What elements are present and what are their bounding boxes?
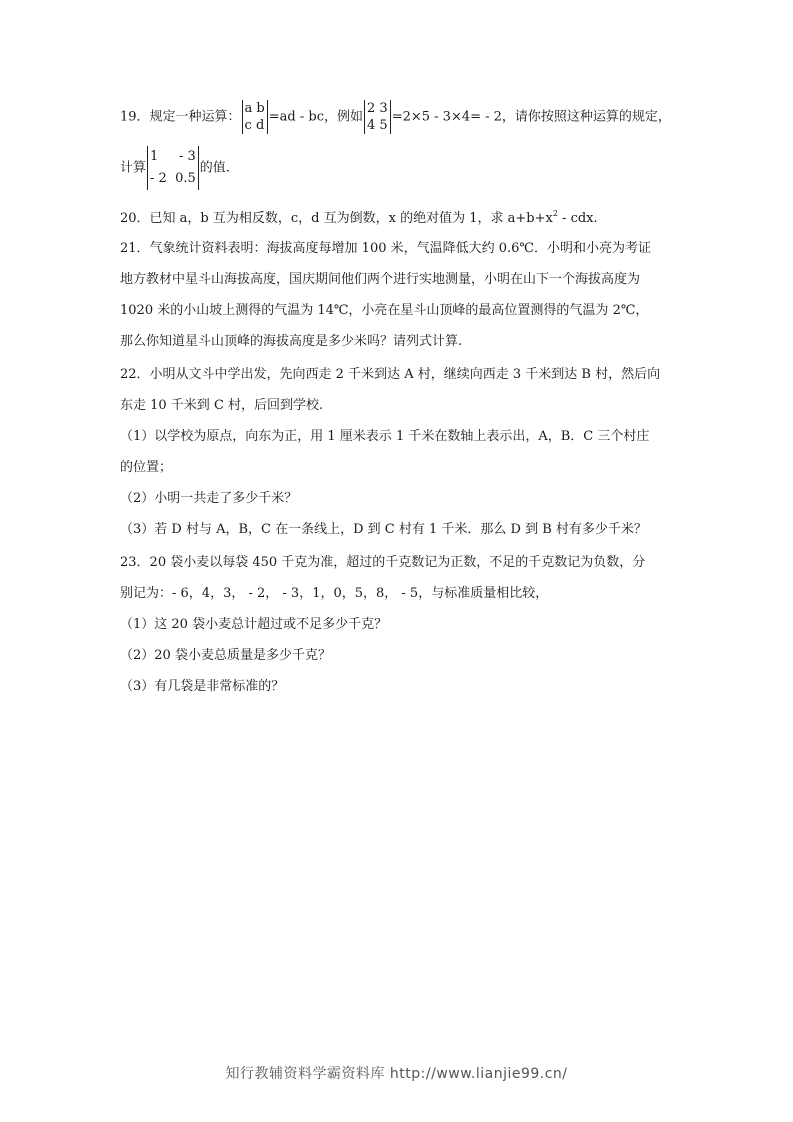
- q19-line2-suffix: 的值.: [199, 160, 230, 176]
- q20-tail: - cdx.: [557, 211, 598, 226]
- q22-subquestion: （3）若 D 村与 A，B，C 在一条线上，D 到 C 村有 1 千米．那么 D 到 B 村有多少千米？: [120, 522, 647, 537]
- q21-line: 地方教材中星斗山海拔高度，国庆期间他们两个进行实地测量，小明在山下一个海拔高度为: [120, 272, 641, 287]
- q23-subquestion: （1）这 20 袋小麦总计超过或不足多少千克？: [120, 617, 388, 632]
- determinant-problem: [147, 146, 199, 190]
- det-row: 2 3: [367, 101, 388, 116]
- q19-suffix: =2×5 - 3×4= - 2，请你按照这种运算的规定，: [391, 109, 671, 125]
- q21-line: 1020 米的小山坡上测得的气温为 14℃，小亮在星斗山顶峰的最高位置测得的气温为 2℃，: [120, 303, 649, 318]
- q23-line: 23．20 袋小麦以每袋 450 千克为准，超过的千克数记为正数，不足的千克数记为负数，分: [120, 555, 646, 570]
- q20-exponent: 2: [552, 209, 558, 218]
- q22-line: 的位置；: [120, 460, 173, 475]
- q22-line: 东走 10 千米到 C 村，后回到学校.: [120, 398, 324, 413]
- determinant-definition: [242, 100, 268, 134]
- page-footer-watermark: 知行教辅资料学霸资料库 http://www.lianjie99.cn/: [225, 1066, 568, 1082]
- det-row: 1 - 3: [150, 149, 196, 164]
- det-row: a b: [244, 101, 265, 116]
- q20-text: 20．已知 a，b 互为相反数，c，d 互为倒数，x 的绝对值为 1，求 a+b+x: [120, 211, 553, 226]
- q19-line2: [120, 146, 680, 190]
- q20-line: [120, 205, 680, 228]
- det-row: c d: [244, 118, 265, 133]
- q19-line1: [120, 100, 680, 134]
- q21-line: 21．气象统计资料表明：海拔高度每增加 100 米，气温降低大约 0.6℃．小明和小亮为考证: [120, 241, 651, 256]
- q19-mid: =ad - bc，例如: [268, 109, 363, 125]
- q22-subquestion: （1）以学校为原点，向东为正，用 1 厘米表示 1 千米在数轴上表示出，A，B．C 三个村庄: [120, 429, 650, 444]
- q23-subquestion: （3）有几袋是非常标准的？: [120, 679, 285, 694]
- q19-line2-prefix: 计算: [120, 160, 147, 176]
- q22-subquestion: （2）小明一共走了多少千米？: [120, 491, 298, 506]
- q22-line: 22．小明从文斗中学出发，先向西走 2 千米到达 A 村，继续向西走 3 千米到达 B 村，然后向: [120, 367, 661, 382]
- determinant-example: [364, 100, 391, 134]
- q23-line: 别记为：- 6，4，3， - 2， - 3，1，0，5，8， - 5，与标准质量相比较，: [120, 586, 549, 601]
- q23-subquestion: （2）20 袋小麦总质量是多少千克？: [120, 648, 331, 663]
- q19-prefix: 19．规定一种运算：: [120, 109, 241, 125]
- det-row: 4 5: [367, 118, 388, 133]
- det-row: - 2 0.5: [150, 171, 196, 186]
- q21-line: 那么你知道星斗山顶峰的海拔高度是多少米吗？请列式计算.: [120, 334, 463, 349]
